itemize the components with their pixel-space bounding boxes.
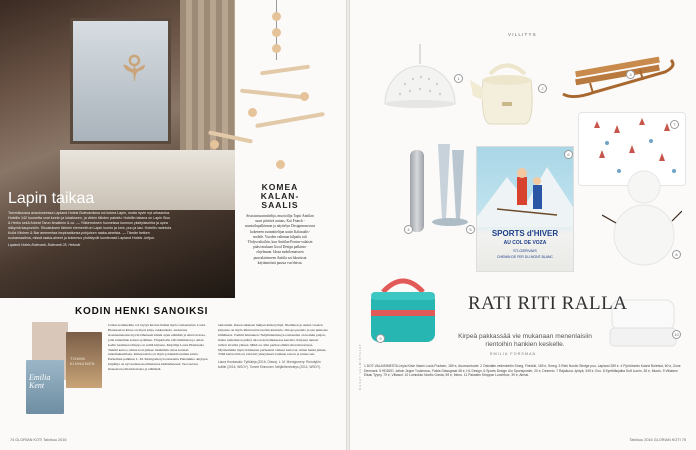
product-credits: 1 DOT-VALAISIMESTA Leyla Köse Ihasin Louis Poulsen, 189 e, Asunnontuote. 2 Ostolaite vedenkeitin Smeg, Finnikki, 169 e, Smeg. 3 Reki Nordic Sledge puu, Lapland 289 e. 4 Pyörötumin Kaarvi Boletsut, 60 e, Zone Denmark. 5 HDDED -tolloin Jeppe Tuulensuu, Fakta Glassgraat 48 e, HL Design. 6 Sports Design Ulu Sportsposter, 20 e, Desenio. 7 Rajakuva -lyhtyä, 349 e, Eco. 8 Kynttilänjalka Soft Lumin, 36 e, Muuto. 9 Villaisen Eikan Tyyny, 79 e, Villawol. 10 Lumiukko Nordic Garda, 59 e, Menu. 11 Pakastin Shoppar Lunchbox, 39 e, Alessi. <box>364 364 681 378</box>
poster-headline: SPORTS d'HIVER <box>491 229 559 238</box>
kodin-title: KODIN HENKI SANOIKSI <box>75 306 209 317</box>
skier-illustration <box>477 147 573 227</box>
vertical-credit: KUVAT VALMISTAJAT <box>358 343 362 390</box>
komea-title: KOMEA KALAN-SAALIS <box>260 182 300 210</box>
rati-subtitle: Kirpeä pakkassää vie mukanaan menenlaisiin rientoihin hankien keskelle. <box>458 333 592 348</box>
candle-holder-photo <box>430 140 470 230</box>
item-number-8: 8 <box>672 250 681 259</box>
kettle-photo <box>465 52 545 127</box>
lapin-title: Lapin taikaa <box>8 190 95 207</box>
item-number-2: 2 <box>538 84 547 93</box>
lapin-body: Tammikuussa avautuneessa Lapland Hotels Bulevardissa voi kokea Lapin, mutta hyvin nyt urbaanina. Hotellin 142 huonetta ovat lunnin ja luksikseen, ja viiden tähden palvelu: Hotellin takana on Lapin Sisu & Herko sekä Arkeat Tarun Ilmatimin & co. — Yläkerroksen huoneissa luonnon yksityiskohtia ja upea näkymä kaupunkiin. Sisustuksen tärkein elementti on Lapin luonto ja lumi, puu ja lasi. Hotellin ravintola Kultá Kitchen & Bar ammentaa inspiraationsa pohjoisen raaka-aineista. — Tämän hetken ruokamaailma, missä raaka-aineet ja kokemus yhdistyvät luontevasti Lapland Hotels -ketjun. <box>8 211 172 240</box>
kodin-column-2-text: tamoinnin. Kuten aikuisen lukijan Runotyttöjä, Nieminen ja uuden vuoden kirjoissa on myös kiinnostavia kotiin kuuluvia. Ottopo-puutalo ja sen pinkoisa hiiliäkerta. Tommi Kinnunen: Neljäntienristeys-romaanina on kotiutu paljon, mutta tuntematon päätyi taloon kertomuksessa kerralla. Kirjassa tunteet tulivat sivuilta yhteen. Mikä on ollut perhen elämä talon historiassa. Myöhemmin myös Kinnunen perheensä vaiheet kertovat, miten henki jatkuu. Tällä kertaa hän on vahvasti yhteydessä vanhaan taloon ja tuntee sen. <box>218 323 328 357</box>
antler-decor-icon: ⚘ <box>118 49 151 89</box>
kodin-column-2 <box>218 323 328 370</box>
item-number-7: 7 <box>670 120 679 129</box>
lapin-address: Lapland Hotels Bulevardi, Bulevardi 28, Helsinki <box>8 243 81 247</box>
wooden-sled-photo <box>555 56 680 102</box>
thermos-bottle-photo <box>410 150 424 232</box>
book-cover-author: TOMMI KINNUNEN <box>70 356 95 366</box>
item-number-4: 4 <box>404 225 413 234</box>
poster-line3: CHEMIN DE FER DU MONT-BLANC <box>497 255 553 259</box>
item-number-6: 6 <box>564 150 573 159</box>
books-photo <box>26 322 102 414</box>
left-folio: 74 GLORIAN KOTI Talvikuu 2016 <box>10 438 67 442</box>
right-folio: Talvikuu 2016 GLORIAN KOTI 75 <box>629 438 686 442</box>
ski-poster-photo <box>476 146 574 272</box>
item-number-10: 10 <box>672 330 681 339</box>
poster-line4: ST-GERVAIS <box>513 248 537 253</box>
lapin-caption <box>8 190 173 247</box>
right-page <box>350 0 696 450</box>
komea-article <box>245 183 315 266</box>
left-page <box>0 0 346 450</box>
item-number-3: 3 <box>626 70 635 79</box>
komea-body: Sisustussuunnittelija, muotoilija Tapio Anttilan suuri piirtävä uutuus, Kui Franck -muotoilupalkinnon ja näyttelyn Designmuseossa kokeneen suunnittelijan uusin Kalasaalis-mobile. Vuoden valinnan kilpailu tuli Yhdysvaltoihin, kun Anttilan Pontus-valaisin pääsi mukaan Good Design palkinto- ohjelmaan. Ideaa mobilemaiseen puuvalaisimeen Anttila sai lukuisista käytännöistä puusta vuo'deista. <box>245 214 315 265</box>
pendant-lamp-photo <box>380 44 460 124</box>
item-number-9: 9 <box>376 334 385 343</box>
poster-line2: AU COL DE VOZA <box>503 240 547 246</box>
book-cover-title: Emilia Kent <box>29 373 51 390</box>
wooden-mobile-photo <box>200 0 346 190</box>
item-number-1: 1 <box>454 74 463 83</box>
kodin-column-1: Joskus kotiunelma voi löytyä kuvien lisäksi myös romaaneista. Laura Honkasalon Kissa on myös kirja, rakkaudesta -teoksessa sisustusinnostus hyvin läheisesti kiinni arjen elämään ja siinä tavassa, jolla tuntemme kotien sydämen. Ympäristön elävöittämisen ja oman kodin luomisen tärkeys on esillä kirjassa. Kirjailija Laura Honkasalo Tammi kertoo, miten koti pääsee lisäämään omaa kotiaan tuntemukselllaan. Kiinnostavia on myös joidenkin tuntien kuvia. Perhelinta-palkitun L. M. Montgomeryn rakastettu Punatukka -kirjojen kirjailija on nyt uudessa kotimaisessa käännöksessä. Teos kertoo monesta kodin historiasta ja elämästä. <box>108 323 208 372</box>
item-number-5: 5 <box>466 225 475 234</box>
snowman-photo <box>602 165 682 280</box>
rati-title: RATI RITI RALLA <box>468 293 628 314</box>
rati-author: EMILIA FORSMAN <box>490 352 537 356</box>
kodin-references: Laura Honkasalo: Tyttökirja (2016, Otava). L. M. Montgomery: Runotytön kotitie (2016, WSOY). Tommi Kinnunen: Neljäntienristeys (2014, WSOY). <box>218 360 322 370</box>
section-label: VILLITYS <box>508 32 537 37</box>
